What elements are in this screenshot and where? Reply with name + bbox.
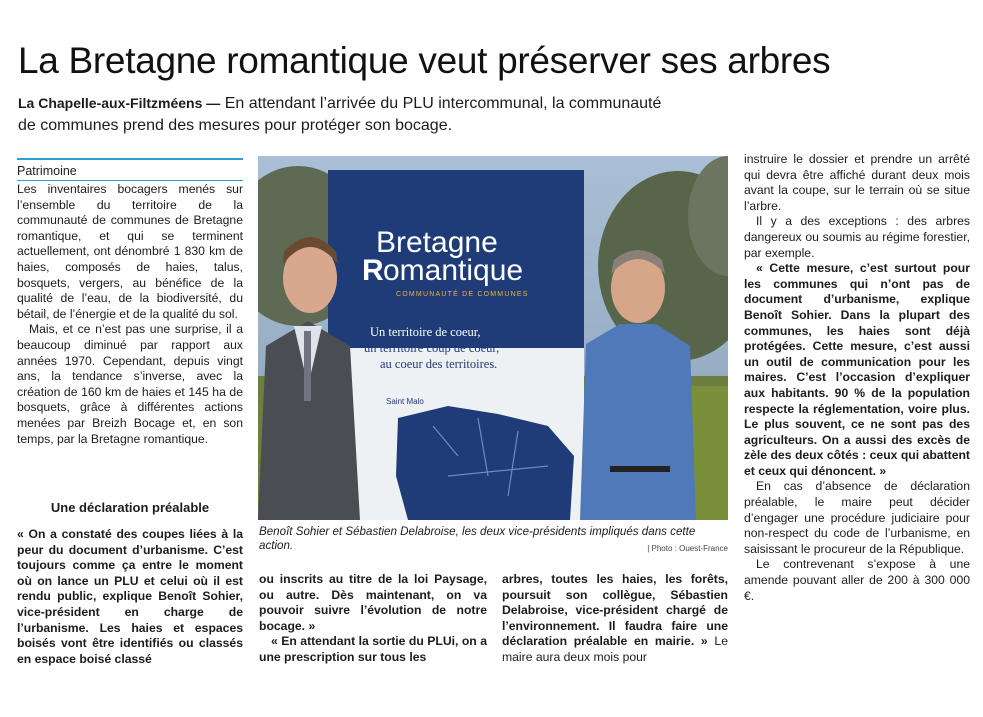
banner-title-1: Bretagne — [376, 226, 498, 259]
article-photo — [258, 156, 728, 520]
column-3 — [502, 572, 728, 666]
banner-initial-r: R — [362, 254, 384, 287]
subheading: Une déclaration préalable — [50, 500, 210, 515]
column-1-quote — [17, 527, 243, 667]
col1b-paragraph: « On a constaté des coupes liées à la peur du document d’urbanisme. C’est toujours comme ça entre le moment où on lance un PLU et celui où il est rendu public, explique Benoît Sohier, vice-président en charge de l’urbanisme. Les haies et espaces boisés vont être identifiés ou classés en espace boisé classé — [17, 527, 243, 666]
photo-caption: Benoît Sohier et Sébastien Delabroise, les deux vice-présidents impliqués dans cette action. — [259, 525, 696, 552]
banner-subtitle: COMMUNAUTÉ DE COMMUNES — [396, 291, 529, 298]
standfirst — [18, 92, 778, 137]
banner-slogan-3: au coeur des territoires. — [380, 357, 498, 371]
banner-stand — [328, 170, 584, 520]
map-label: Saint Malo — [386, 397, 424, 406]
column-4 — [744, 152, 970, 604]
dateline-place: La Chapelle-aux-Filtzméens — — [18, 95, 221, 111]
standfirst-line-1: En attendant l’arrivée du PLU intercommunal, la communauté — [220, 95, 662, 112]
col4-paragraph-2: Il y a des exceptions : des arbres dangereux ou soumis au régime forestier, par exemple. — [744, 214, 970, 260]
banner-slogan-1: Un territoire de coeur, — [370, 325, 481, 339]
column-2 — [259, 572, 487, 666]
col1-paragraph-1: Les inventaires bocagers menés sur l’ensemble du territoire de la communauté de communes de Bretagne romantique, et qui se terminent actuellement, ont dénombré 1 830 km de haies, composés de haies, talus, bosquets, vergers, au bénéfice de la qualité de l’eau, de la biodiversité, du bétail, de l’énergie et de la qualité du sol. — [17, 182, 243, 321]
col3-quote: arbres, toutes les haies, les forêts, poursuit son collègue, Sébastien Delabroise, vice-président chargé de l’environnement. Il faudra faire une déclaration préalable en mairie. » — [502, 572, 728, 649]
headline: La Bretagne romantique veut préserver ses arbres — [18, 40, 831, 81]
column-1 — [17, 182, 243, 447]
photo-illustration — [258, 156, 728, 520]
section-rubric: Patrimoine — [17, 158, 243, 181]
col3-paragraph — [502, 572, 728, 666]
banner-title-2: omantique — [383, 254, 524, 287]
photo-credit: | Photo : Ouest-France — [647, 544, 728, 553]
col4-paragraph-3: « Cette mesure, c’est surtout pour les communes qui n’ont pas de document d’urbanisme, explique Benoît Sohier. Dans la plupart des communes, les haies sont déjà protégées. Cette mesure, c’est aussi un outil de communication pour les maires. C’est l’occasion d’expliquer aux habitants. 90 % de la population respecte la réglementation, voire plus. Le plus souvent, ce ne sont pas des agriculteurs. On a aussi des excès de zèle des deux côtés : ceux qui abattent et ceux qui dénoncent. » — [744, 261, 970, 478]
col2-paragraph-2: « En attendant la sortie du PLUi, on a une prescription sur tous les — [259, 634, 487, 664]
col1-paragraph-2: Mais, et ce n’est pas une surprise, il a beaucoup diminué par rapport aux années 1970. Cependant, depuis vingt ans, la tendance s’inverse, avec la création de 160 km de haies et 145 ha de bosquets, grâce à différentes actions menées par Breizh Bocage et, en son temps, par la Bretagne romantique. — [17, 322, 243, 446]
banner-slogan-2: un territoire coup de coeur, — [364, 341, 500, 355]
col4-paragraph-1: instruire le dossier et prendre un arrêté qui devra être affiché durant deux mois avant la coupe, sur le terrain où se situe l’arbre. — [744, 152, 970, 213]
col3-text: Le maire aura deux mois pour — [502, 634, 728, 664]
col4-paragraph-4: En cas d’absence de déclaration préalable, le maire peut décider d’engager une procédure judiciaire pour non-respect du code de l’urbanisme, en saisissant le procureur de la République. — [744, 479, 970, 556]
col2-paragraph-1: ou inscrits au titre de la loi Paysage, ou autre. Dès maintenant, on va pouvoir suivre l’évolution de notre bocage. » — [259, 572, 487, 633]
col4-paragraph-5: Le contrevenant s’expose à une amende pouvant aller de 200 à 300 000 €. — [744, 557, 970, 603]
standfirst-line-2: de communes prend des mesures pour protéger son bocage. — [18, 117, 453, 134]
